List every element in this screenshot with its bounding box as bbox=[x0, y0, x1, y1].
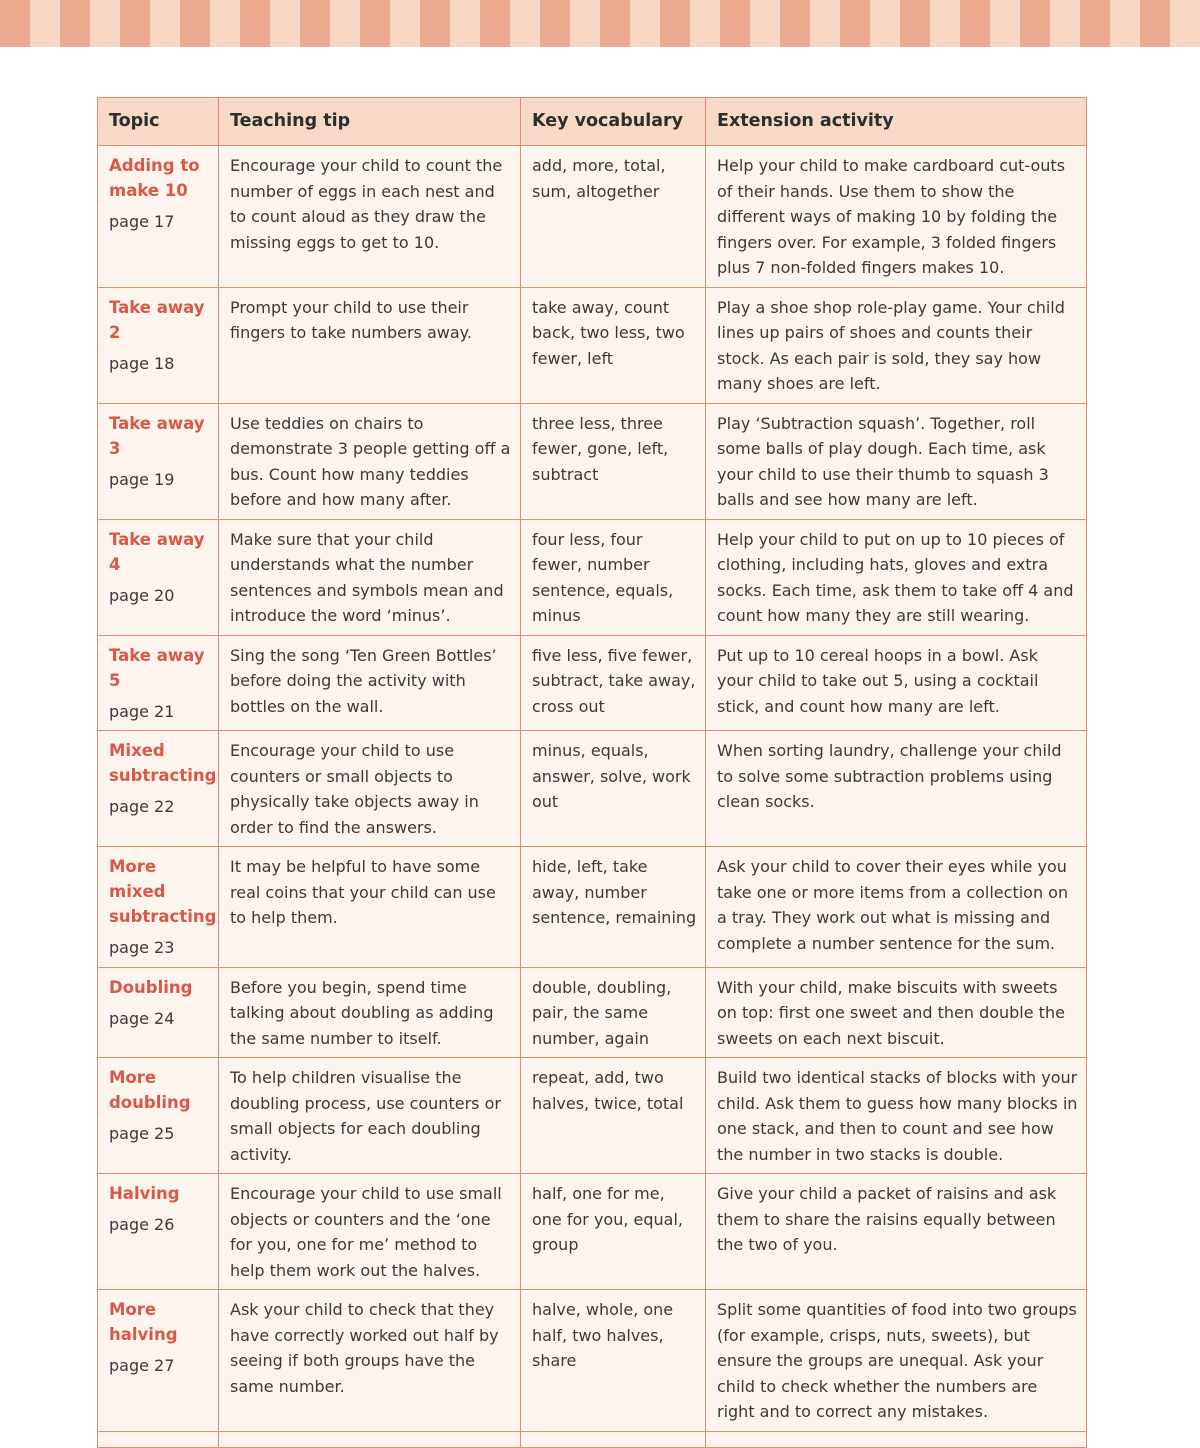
extension-activity-cell: Split some quantities of food into two groups (for example, crisps, nuts, sweets), but ensure the groups are unequal. Ask your child to check whether the numbers are right and to correct any mistakes. bbox=[706, 1290, 1087, 1432]
topic-title: More mixed subtracting bbox=[109, 857, 217, 926]
topic-cell bbox=[98, 519, 219, 635]
teaching-tip-cell: Encourage your child to use counters or small objects to physically take objects away in order to find the answers. bbox=[219, 731, 521, 847]
header-teaching-tip: Teaching tip bbox=[219, 98, 521, 146]
header-topic: Topic bbox=[98, 98, 219, 146]
extension-activity-cell: Give your child a packet of raisins and ask them to share the raisins equally between the two of you. bbox=[706, 1174, 1087, 1290]
key-vocabulary-cell: minus, equals, answer, solve, work out bbox=[521, 731, 706, 847]
teaching-tip-cell: Sing the song ‘Ten Green Bottles’ before doing the activity with bottles on the wall. bbox=[219, 635, 521, 731]
extension-activity-cell: Build two identical stacks of blocks with your child. Ask them to guess how many blocks in one stack, and then to count and see how the number in two stacks is double. bbox=[706, 1058, 1087, 1174]
page-label: page 24 bbox=[109, 1008, 175, 1028]
key-vocabulary-cell: four less, four fewer, number sentence, equals, minus bbox=[521, 519, 706, 635]
key-vocabulary-cell: half, one for me, one for you, equal, group bbox=[521, 1174, 706, 1290]
topic-title: Mixed subtracting bbox=[109, 741, 217, 785]
topic-title: Halving bbox=[109, 1184, 180, 1203]
header-key-vocabulary: Key vocabulary bbox=[521, 98, 706, 146]
topic-cell bbox=[98, 1290, 219, 1432]
table-row bbox=[98, 403, 1087, 519]
page-label: page 23 bbox=[109, 938, 175, 957]
topics-table-container bbox=[97, 97, 1086, 1448]
topics-table bbox=[97, 97, 1087, 1448]
topic-title: Adding to make 10 bbox=[109, 156, 200, 200]
table-row bbox=[98, 731, 1087, 847]
page-label: page 25 bbox=[109, 1124, 175, 1143]
topic-title: Take away 4 bbox=[109, 529, 205, 574]
teaching-tip-cell: Make sure that your child understands what the number sentences and symbols mean and introduce the word ‘minus’. bbox=[219, 519, 521, 635]
table-row bbox=[98, 1290, 1087, 1432]
decorative-stripe-band bbox=[0, 0, 1200, 47]
key-vocabulary-cell: repeat, add, two halves, twice, total bbox=[521, 1058, 706, 1174]
key-vocabulary-cell: hide, left, take away, number sentence, remaining bbox=[521, 847, 706, 968]
table-row bbox=[98, 287, 1087, 403]
key-vocabulary-cell: halve, whole, one half, two halves, share bbox=[521, 1290, 706, 1432]
table-row bbox=[98, 967, 1087, 1058]
teaching-tip-cell: Ask your child to check that they have correctly worked out half by seeing if both groups have the same number. bbox=[219, 1290, 521, 1432]
extension-activity-cell: Ask your child to cover their eyes while you take one or more items from a collection on a tray. They work out what is missing and complete a number sentence for the sum. bbox=[706, 847, 1087, 968]
extension-activity-cell: Put up to 10 cereal hoops in a bowl. Ask your child to take out 5, using a cocktail stick, and count how many are left. bbox=[706, 635, 1087, 731]
key-vocabulary-cell: add, more, total, sum, altogether bbox=[521, 146, 706, 288]
topic-cell bbox=[98, 1058, 219, 1174]
table-row bbox=[98, 635, 1087, 731]
topic-cell bbox=[98, 1174, 219, 1290]
topic-title: Take away 2 bbox=[109, 297, 205, 342]
page-label: page 26 bbox=[109, 1215, 175, 1234]
teaching-tip-cell: Encourage your child to count the number of eggs in each nest and to count aloud as they draw the missing eggs to get to 10. bbox=[219, 146, 521, 288]
extension-activity-cell: Play a shoe shop role-play game. Your child lines up pairs of shoes and counts their stock. As each pair is sold, they say how many shoes are left. bbox=[706, 287, 1087, 403]
topic-title: More doubling bbox=[109, 1068, 191, 1112]
page-label: page 21 bbox=[109, 701, 175, 721]
topic-cell bbox=[98, 967, 219, 1058]
topic-cell bbox=[98, 403, 219, 519]
page-label: page 18 bbox=[109, 353, 175, 373]
topic-cell bbox=[98, 287, 219, 403]
table-row-clipped bbox=[98, 1431, 1087, 1447]
page-label: page 22 bbox=[109, 797, 175, 816]
key-vocabulary-cell: five less, five fewer, subtract, take away, cross out bbox=[521, 635, 706, 731]
topic-title: More halving bbox=[109, 1300, 178, 1344]
extension-activity-cell: Help your child to make cardboard cut-outs of their hands. Use them to show the different ways of making 10 by folding the fingers over. For example, 3 folded fingers plus 7 non-folded fingers makes 10. bbox=[706, 146, 1087, 288]
teaching-tip-cell: It may be helpful to have some real coins that your child can use to help them. bbox=[219, 847, 521, 968]
extension-activity-cell: Help your child to put on up to 10 pieces of clothing, including hats, gloves and extra socks. Each time, ask them to take off 4 and count how many they are still wearing. bbox=[706, 519, 1087, 635]
teaching-tip-cell: Encourage your child to use small objects or counters and the ‘one for you, one for me’ method to help them work out the halves. bbox=[219, 1174, 521, 1290]
topic-title: Doubling bbox=[109, 977, 193, 997]
page-label: page 27 bbox=[109, 1356, 175, 1375]
extension-activity-cell: When sorting laundry, challenge your child to solve some subtraction problems using clean socks. bbox=[706, 731, 1087, 847]
teaching-tip-cell: Before you begin, spend time talking about doubling as adding the same number to itself. bbox=[219, 967, 521, 1058]
topic-cell bbox=[98, 847, 219, 968]
extension-activity-cell: With your child, make biscuits with sweets on top: first one sweet and then double the sweets on each next biscuit. bbox=[706, 967, 1087, 1058]
table-row bbox=[98, 1174, 1087, 1290]
topic-title: Take away 3 bbox=[109, 413, 205, 458]
header-extension-activity: Extension activity bbox=[706, 98, 1087, 146]
key-vocabulary-cell: three less, three fewer, gone, left, subtract bbox=[521, 403, 706, 519]
topic-cell bbox=[98, 146, 219, 288]
page-label: page 17 bbox=[109, 212, 175, 231]
page-label: page 20 bbox=[109, 585, 175, 605]
table-row bbox=[98, 519, 1087, 635]
extension-activity-cell: Play ‘Subtraction squash’. Together, roll some balls of play dough. Each time, ask your child to use their thumb to squash 3 balls and see how many are left. bbox=[706, 403, 1087, 519]
teaching-tip-cell: Prompt your child to use their fingers to take numbers away. bbox=[219, 287, 521, 403]
key-vocabulary-cell: take away, count back, two less, two fewer, left bbox=[521, 287, 706, 403]
teaching-tip-cell: Use teddies on chairs to demonstrate 3 people getting off a bus. Count how many teddies before and how many after. bbox=[219, 403, 521, 519]
teaching-tip-cell: To help children visualise the doubling process, use counters or small objects for each doubling activity. bbox=[219, 1058, 521, 1174]
table-row bbox=[98, 1058, 1087, 1174]
table-row bbox=[98, 847, 1087, 968]
key-vocabulary-cell: double, doubling, pair, the same number, again bbox=[521, 967, 706, 1058]
topic-title: Take away 5 bbox=[109, 645, 205, 690]
table-header-row bbox=[98, 98, 1087, 146]
topic-cell bbox=[98, 731, 219, 847]
page-label: page 19 bbox=[109, 469, 175, 489]
table-row bbox=[98, 146, 1087, 288]
topic-cell bbox=[98, 635, 219, 731]
